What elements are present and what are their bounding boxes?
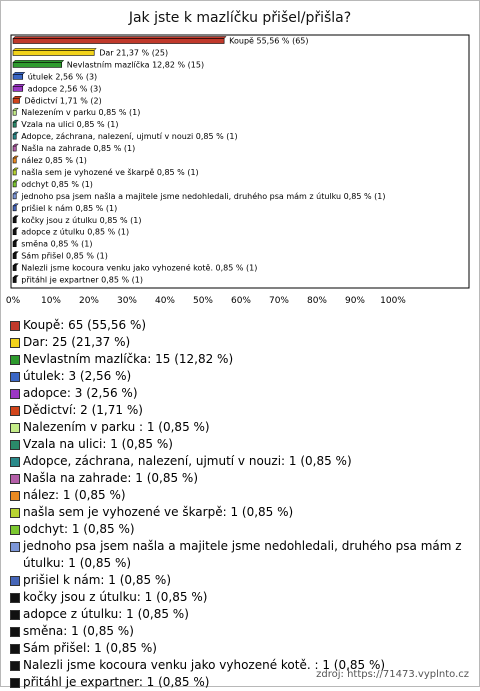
legend-label: jednoho psa jsem našla a majitele jsme nedohledali, druhého psa mám z útulku: 1 (0,85 %) xyxy=(23,539,462,570)
bar xyxy=(13,158,16,163)
bar xyxy=(13,134,16,139)
bar xyxy=(13,50,94,55)
bar xyxy=(13,242,16,247)
legend-label: našla sem je vyhozené ve škarpě: 1 (0,85 %) xyxy=(23,505,294,519)
bar xyxy=(13,266,16,271)
legend-item xyxy=(9,368,475,385)
legend-swatch xyxy=(10,491,20,501)
bar-label: Sám přišel 0,85 % (1) xyxy=(21,251,108,261)
legend-item xyxy=(9,504,475,521)
x-tick-label: 90% xyxy=(344,296,366,306)
bar-label: kočky jsou z útulku 0,85 % (1) xyxy=(21,215,142,225)
x-tick-label: 20% xyxy=(78,296,100,306)
legend-item xyxy=(9,521,475,538)
legend-item xyxy=(9,538,475,572)
bar xyxy=(13,254,16,259)
legend-swatch xyxy=(10,593,20,603)
bar xyxy=(13,39,224,44)
legend-item xyxy=(9,453,475,470)
bar-label: přitáhl je expartner 0,85 % (1) xyxy=(21,275,143,285)
legend-swatch xyxy=(10,457,20,467)
legend-label: Vzala na ulici: 1 (0,85 %) xyxy=(23,437,173,451)
legend-item xyxy=(9,334,475,351)
legend-item xyxy=(9,606,475,623)
bar-label: adopce 2,56 % (3) xyxy=(27,84,102,94)
legend-label: Sám přišel: 1 (0,85 %) xyxy=(23,641,157,655)
bar-label: adopce z útulku 0,85 % (1) xyxy=(21,227,130,237)
x-tick-label: 70% xyxy=(268,296,290,306)
legend-label: útulek: 3 (2,56 %) xyxy=(23,369,132,383)
legend-item xyxy=(9,436,475,453)
legend-swatch xyxy=(10,440,20,450)
bar-label: Adopce, záchrana, nalezení, ujmutí v nouzi 0,85 % (1) xyxy=(21,132,238,142)
bar-label: prišiel k nám 0,85 % (1) xyxy=(21,203,118,213)
bar xyxy=(13,74,23,79)
bar-top xyxy=(13,72,25,74)
legend-label: odchyt: 1 (0,85 %) xyxy=(23,522,135,536)
legend-item xyxy=(9,470,475,487)
legend xyxy=(9,317,475,691)
x-tick-label: 0% xyxy=(5,296,21,306)
legend-swatch xyxy=(10,627,20,637)
bar-label: nález 0,85 % (1) xyxy=(21,156,87,166)
legend-label: směna: 1 (0,85 %) xyxy=(23,624,134,638)
legend-item xyxy=(9,419,475,436)
bar xyxy=(13,182,16,187)
bar-label: Nalezením v parku 0,85 % (1) xyxy=(21,108,141,118)
bar-label: Dědictví 1,71 % (2) xyxy=(24,96,102,106)
bar-label: útulek 2,56 % (3) xyxy=(27,72,98,82)
x-tick-label: 30% xyxy=(116,296,138,306)
legend-swatch xyxy=(10,576,20,586)
bar-label: Vzala na ulici 0,85 % (1) xyxy=(21,120,119,130)
x-tick-label: 40% xyxy=(154,296,176,306)
bar xyxy=(13,110,16,115)
legend-label: přitáhl je expartner: 1 (0,85 %) xyxy=(23,675,210,689)
legend-swatch xyxy=(10,423,20,433)
legend-label: Dědictví: 2 (1,71 %) xyxy=(23,403,143,417)
bar-label: odchyt 0,85 % (1) xyxy=(21,179,93,189)
legend-item xyxy=(9,487,475,504)
legend-item xyxy=(9,640,475,657)
bar-label: Dar 21,37 % (25) xyxy=(99,48,169,58)
legend-label: adopce: 3 (2,56 %) xyxy=(23,386,138,400)
bar xyxy=(13,194,16,199)
legend-item xyxy=(9,351,475,368)
bar-label: Nevlastním mazlíčka 12,82 % (15) xyxy=(66,60,205,70)
legend-item xyxy=(9,402,475,419)
legend-label: nález: 1 (0,85 %) xyxy=(23,488,126,502)
bar xyxy=(13,98,19,103)
legend-swatch xyxy=(10,338,20,348)
bar xyxy=(13,230,16,235)
legend-item xyxy=(9,385,475,402)
legend-swatch xyxy=(10,508,20,518)
x-tick-label: 60% xyxy=(230,296,252,306)
legend-swatch xyxy=(10,610,20,620)
chart-title: Jak jste k mazlíčku přišel/přišla? xyxy=(128,10,352,26)
bar xyxy=(13,86,23,91)
bar-label: Koupě 55,56 % (65) xyxy=(229,36,309,46)
x-tick-label: 100% xyxy=(380,296,406,306)
bar-label: Nalezli jsme kocoura venku jako vyhozené kotě. 0,85 % (1) xyxy=(21,263,258,273)
x-tick-label: 10% xyxy=(40,296,62,306)
legend-label: Dar: 25 (21,37 %) xyxy=(23,335,131,349)
legend-swatch xyxy=(10,389,20,399)
legend-swatch xyxy=(10,525,20,535)
legend-label: Adopce, záchrana, nalezení, ujmutí v nouzi: 1 (0,85 %) xyxy=(23,454,352,468)
bar xyxy=(13,278,16,283)
legend-label: Nevlastním mazlíčka: 15 (12,82 %) xyxy=(23,352,234,366)
legend-item xyxy=(9,572,475,589)
bar xyxy=(13,62,62,67)
legend-label: kočky jsou z útulku: 1 (0,85 %) xyxy=(23,590,208,604)
bar-label: směna 0,85 % (1) xyxy=(21,239,93,249)
x-tick-label: 80% xyxy=(306,296,328,306)
bar xyxy=(13,122,16,127)
bar xyxy=(13,218,16,223)
legend-label: prišiel k nám: 1 (0,85 %) xyxy=(23,573,172,587)
bar-plot xyxy=(1,1,479,311)
legend-swatch xyxy=(10,474,20,484)
bar-label: jednoho psa jsem našla a majitele jsme nedohledali, druhého psa mám z útulku 0,85 % (1) xyxy=(21,191,386,201)
legend-swatch xyxy=(10,406,20,416)
bar xyxy=(13,146,16,151)
bar xyxy=(13,206,16,211)
legend-item xyxy=(9,317,475,334)
legend-swatch xyxy=(10,542,20,552)
legend-swatch xyxy=(10,321,20,331)
legend-swatch xyxy=(10,661,20,671)
legend-label: Nalezením v parku : 1 (0,85 %) xyxy=(23,420,210,434)
legend-item xyxy=(9,623,475,640)
legend-swatch xyxy=(10,355,20,365)
legend-label: Nalezli jsme kocoura venku jako vyhozené kotě. : 1 (0,85 %) xyxy=(23,658,386,672)
legend-swatch xyxy=(10,372,20,382)
legend-label: Koupě: 65 (55,56 %) xyxy=(23,318,147,332)
bar-label: našla sem je vyhozené ve škarpě 0,85 % (1) xyxy=(21,167,199,177)
bar-top xyxy=(13,84,25,86)
x-tick-label: 50% xyxy=(192,296,214,306)
legend-label: Našla na zahrade: 1 (0,85 %) xyxy=(23,471,199,485)
source-footer[interactable]: zdroj: https://71473.vyplnto.cz xyxy=(316,669,469,680)
legend-swatch xyxy=(10,644,20,654)
bar-label: Našla na zahrade 0,85 % (1) xyxy=(21,144,136,154)
bar xyxy=(13,170,16,175)
legend-item xyxy=(9,589,475,606)
legend-label: adopce z útulku: 1 (0,85 %) xyxy=(23,607,189,621)
